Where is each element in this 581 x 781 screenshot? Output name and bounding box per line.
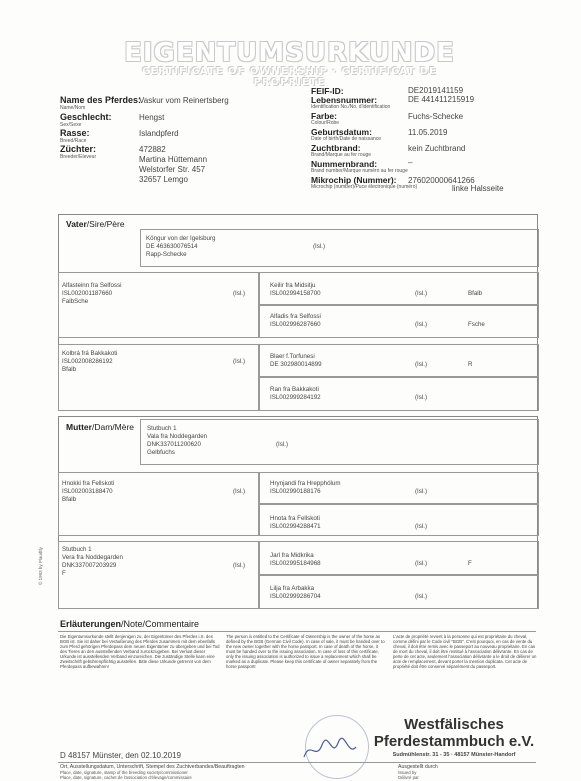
dam-dam-id: DNK337007203929 — [62, 562, 117, 569]
sdam-sire-name: Blaer f.Torfunesi — [270, 353, 315, 360]
sire-dam-id: ISL002008286192 — [62, 358, 113, 365]
issuer-name-line1: Westfälisches — [404, 716, 504, 733]
brand-value: kein Zuchtbrand — [408, 144, 466, 153]
sire-section-title — [66, 219, 125, 229]
isl-tag: (Isl.) — [415, 523, 428, 530]
sdam-dam-id: ISL002999284192 — [270, 394, 321, 401]
microchip-location: linke Halsseite — [452, 184, 504, 193]
dam-title-de: Mutter — [66, 422, 92, 432]
signature-caption: Ort, Ausstellungsdatum, Unterschrift, Stempel des Zuchtverbandes/Beauftragten — [60, 764, 245, 770]
sdam-sire-id: DE 302980014899 — [270, 361, 322, 368]
horse-name-value: Vaskur vom Reinertsberg — [139, 96, 229, 105]
notes-divider — [58, 631, 536, 632]
sire-sire-id: ISL002001187660 — [62, 290, 113, 297]
ssire-dam-color: Fsche — [468, 321, 485, 328]
ssire-sire-color: Bfalb — [468, 290, 483, 297]
side-copyright: © 1993 by Plaudtly — [38, 547, 43, 585]
dam-sire-name: Hnokki fra Fellskoti — [62, 480, 115, 487]
microchip-value: 276020000641266 — [408, 176, 475, 185]
microchip-label: Mikrochip (Nummer): — [311, 175, 397, 185]
brand-label: Zuchtbrand: — [311, 143, 361, 153]
sex-value: Hengst — [139, 113, 165, 122]
place-and-date: D 48157 Münster, den 02.10.2019 — [60, 751, 181, 760]
isl-tag: (Isl.) — [313, 243, 326, 250]
dsire-sire-name: Hrynjandi fra Hrepphólum — [270, 480, 341, 487]
isl-tag: (Isl.) — [415, 593, 428, 600]
breeder-number-value: 472882 — [139, 145, 166, 154]
isl-tag: (Isl.) — [233, 290, 246, 297]
horse-name-sublabel: Name/Nom — [60, 105, 86, 111]
certificate-banner — [104, 38, 475, 88]
isl-tag: (Isl.) — [233, 562, 246, 569]
dam-title-rest: /Dam/Mère — [91, 422, 135, 432]
sire-dam-color: Bfalb — [62, 366, 77, 373]
ddam-sire-color: F — [468, 560, 472, 567]
ddam-dam-id: ISL002999286704 — [270, 593, 321, 600]
ddam-sire-id: ISL002995184968 — [270, 560, 321, 567]
sire-sire-color: FalbSche — [62, 298, 89, 305]
signature-caption-en: Place, date, signature, stamp of the breeding society/commissioner — [60, 770, 188, 775]
sdam-sire-color: R — [468, 361, 473, 368]
horse-name-label: Name des Pferdes: — [60, 95, 142, 105]
dam-sire-color: Bfalb — [62, 496, 77, 503]
sire-id: DE 463630076514 — [146, 243, 198, 250]
brand-sublabel: Brand/Marque au fer rouge — [311, 152, 372, 158]
ssire-dam-name: Alfadis fra Selfossi — [270, 313, 321, 320]
birth-date-sublabel: Date of birth/Date de naissance — [311, 136, 382, 142]
breeder-address-line: 32657 Lemgo — [139, 175, 188, 184]
dam-studbook: Stutbuch 1 — [147, 425, 177, 432]
isl-tag: (Isl.) — [233, 358, 246, 365]
dsire-dam-id: ISL002994288471 — [270, 523, 321, 530]
sire-sire-name: Alfasteinn fra Selfossi — [62, 282, 122, 289]
breed-sublabel: Breed/Race — [60, 138, 87, 144]
breeder-label: Züchter: — [60, 144, 96, 154]
breeder-sublabel: Breeder/Eleveur — [60, 154, 97, 160]
dam-dam-name: Vera fra Noddegarden — [62, 554, 123, 561]
notes-title-de: Erläuterungen — [60, 619, 122, 629]
breed-label: Rasse: — [60, 128, 90, 138]
notes-title — [60, 619, 199, 629]
dam-dam-studbook: Stutbuch 1 — [62, 546, 92, 553]
dam-sire-id: ISL002003188470 — [62, 488, 113, 495]
signature-caption-fr: Place, date, signature, cachet de l'association d'élevage/commissaire — [60, 775, 192, 780]
dam-name: Vala fra Noddegarden — [147, 433, 208, 440]
sire-title-de: Vater — [66, 219, 87, 229]
sex-label: Geschlecht: — [60, 112, 112, 122]
colour-label: Farbe: — [311, 111, 337, 121]
isl-tag: (Isl.) — [415, 321, 428, 328]
brand-number-value: – — [408, 158, 413, 167]
issuer-address: Sudmühlenstr. 31 - 35 · 48157 Münster-Handorf — [392, 752, 516, 758]
feif-id-value: DE2019141159 — [408, 86, 464, 95]
sdam-dam-name: Ran fra Bakkakoti — [270, 386, 319, 393]
issuer-name-line2: Pferdestammbuch e.V. — [373, 733, 535, 750]
brand-number-sublabel: Brand number/Marque numéro au fer rouge — [311, 168, 408, 174]
feif-id-label: FEIF-ID: — [311, 86, 344, 96]
microchip-sublabel: Microchip (number)/Puce électronique (numéro) — [311, 184, 418, 190]
ddam-dam-name: Lilja fra Arbakka — [270, 585, 315, 592]
notes-title-rest: /Note/Commentaire — [121, 619, 200, 629]
breeder-address-line: Welstorfer Str. 457 — [139, 165, 206, 174]
ssire-sire-id: ISL002994158700 — [270, 290, 321, 297]
isl-tag: (Isl.) — [415, 560, 428, 567]
dam-color: Gelbfuchs — [147, 449, 175, 456]
sire-dam-name: Kolbrá frá Bakkakoti — [62, 350, 118, 357]
certificate-subtitle: CERTIFICATE OF OWNERSHIP · CERTIFICAT DE PROPRIÉTÉ — [142, 66, 437, 88]
breed-value: Islandpferd — [139, 129, 179, 138]
ssire-sire-name: Keilir fra Midsitju — [270, 282, 316, 289]
issued-by-label: Ausgestellt durch — [398, 764, 438, 770]
breeder-address-line: Martina Hüttemann — [139, 155, 208, 164]
birth-date-label: Geburtsdatum: — [311, 127, 372, 137]
dam-id: DNK337011200620 — [147, 441, 201, 448]
isl-tag: (Isl.) — [415, 290, 428, 297]
sire-title-rest: /Sire/Père — [86, 219, 125, 229]
notes-german: Die Eigentumsurkunde stellt denjenigen zu, der Eigentümer des Pferdes i.S. des BGB ist. Sie ist daher bei Veräußerung des Pferdes zusammen mit dem ebenfalls zum Pferd gehörigen Pferdepass dem neuen Eigentümer zu übergeben und bei Tod des Tieres an den ausstellenden Verband zurückzugeben. Bei Verlust dieser Urkunde ist ausstellenden Verband einzureichen. Die zuständige Stelle kann eine Zweitschrift gebührenpflichtig ausstellen. Bitte diese Urkunde getrennt von dem Pferdepass aufbewahren! — [60, 634, 220, 669]
ddam-sire-name: Jarl fra Midkrika — [270, 552, 314, 559]
life-number-sublabel: Identification No./No. d'identification — [311, 104, 391, 110]
dsire-sire-id: ISL002990188176 — [270, 488, 321, 495]
sire-name: Köngur von der Igelsburg — [146, 235, 216, 242]
signature — [300, 735, 360, 765]
life-number-value: DE 441411215919 — [408, 95, 475, 104]
colour-sublabel: Colour/Robe — [311, 120, 340, 126]
dam-section-title — [66, 422, 134, 432]
dam-dam-color: F — [62, 570, 66, 577]
dsire-dam-name: Hnota fra Fellskoti — [270, 515, 320, 522]
isl-tag: (Isl.) — [233, 488, 246, 495]
sex-sublabel: Sex/Sexe — [60, 122, 82, 128]
isl-tag: (Isl.) — [415, 488, 428, 495]
notes-english: The person is entitled to the Certificate of Ownership is the owner of the horse as defined by the BGB (German Civil Code). In case of sale, it must be handed over to the new owner together with the horse passport. In case of death of the horse, it must be handed over to the issuing association. In case of loss of this certificate, only the issuing association is authorized to issue a replacement which shall be marked as a duplicate. Please keep this certificate of owner separately from the horse passport! — [226, 634, 385, 669]
issued-by-label-en: Issued by — [398, 770, 417, 775]
isl-tag: (Isl.) — [415, 394, 428, 401]
signature-line — [58, 762, 536, 763]
brand-number-label: Nummernbrand: — [311, 159, 378, 169]
birth-date-value: 11.05.2019 — [408, 128, 448, 137]
life-number-label: Lebensnummer: — [311, 95, 378, 105]
isl-tag: (Isl.) — [415, 361, 428, 368]
ssire-dam-id: ISL002996287660 — [270, 321, 321, 328]
notes-french: L'acte de propriété revient à la personne qui est propriétaire du cheval, comme défini par le Code civil "BGB". C'est pourquoi, en cas de vente du cheval, il doit être remis avec le passeport au nouveau propriétaire. En cas de mort du cheval, il doit être restitué à l'association délivrante. En cas de perte de cet acte, seulement l'association délivrante a le droit de délivrer un acte de remplacement, devant porter la mention duplicata. Cet acte de propriété doit être conservé séparément du passeport. — [393, 634, 537, 669]
issued-by-label-fr: Délivré par — [398, 775, 419, 780]
sire-color: Rapp-Schecke — [146, 251, 187, 258]
certificate-title: EIGENTUMSURKUNDE — [124, 38, 455, 68]
isl-tag: (Isl.) — [276, 441, 289, 448]
colour-value: Fuchs-Schecke — [408, 112, 464, 121]
